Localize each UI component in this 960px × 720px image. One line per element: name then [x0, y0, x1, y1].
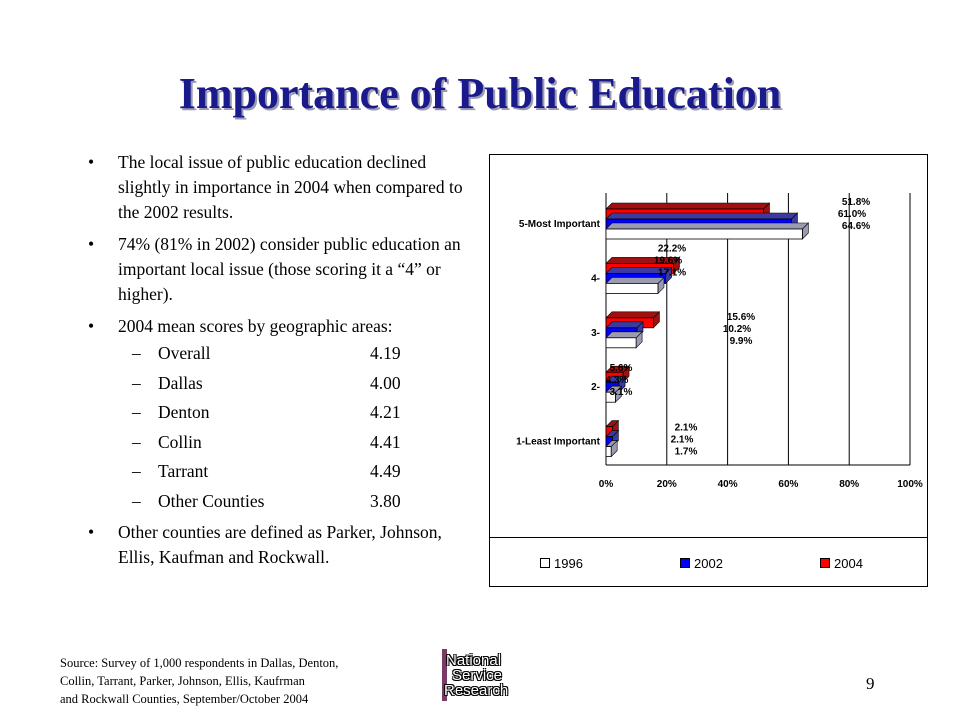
x-tick-label: 20% — [656, 479, 677, 490]
company-logo — [434, 647, 536, 703]
bullet-list — [88, 150, 468, 577]
bullet-text: Other counties are defined as Parker, Johnson, Ellis, Kaufman and Rockwall. — [118, 522, 442, 567]
data-label: 61.0% — [837, 209, 867, 220]
area-score: 4.19 — [370, 343, 401, 363]
legend-item — [680, 557, 723, 570]
legend-label: 2004 — [834, 556, 863, 571]
bar — [606, 229, 802, 239]
mean-score-row — [88, 398, 468, 428]
chart-frame — [489, 154, 928, 587]
legend-swatch — [680, 558, 690, 568]
legend-swatch — [540, 558, 550, 568]
x-tick-label: 60% — [778, 479, 799, 490]
data-label: 4.3% — [605, 375, 629, 387]
sub-dash: – — [132, 461, 141, 481]
bar-top — [606, 332, 642, 338]
legend-swatch — [820, 558, 830, 568]
y-category-label: 5-Most Important — [518, 219, 600, 230]
legend-item — [820, 557, 863, 570]
area-name: Collin — [158, 431, 202, 452]
sub-dash: – — [132, 490, 141, 511]
bullet-dot: • — [88, 522, 95, 542]
mean-score-row — [88, 487, 468, 517]
legend-label: 1996 — [554, 556, 583, 571]
slide-title: Importance of Public Education — [178, 69, 782, 118]
bullet-text: 2004 mean scores by geographic areas: — [118, 316, 393, 336]
area-score: 4.21 — [370, 402, 401, 422]
bullet-item — [88, 232, 468, 307]
bar-top — [606, 223, 808, 229]
data-label: 19.6% — [653, 255, 683, 267]
logo-text-line: Service — [452, 667, 503, 684]
bar-top — [606, 203, 769, 209]
logo-text-line: Research — [444, 682, 509, 699]
bullet-dot: • — [88, 152, 95, 172]
mean-score-row — [88, 369, 468, 399]
area-score: 4.41 — [370, 431, 401, 452]
bar — [606, 447, 611, 457]
data-label: 22.2% — [657, 243, 687, 255]
bar — [606, 283, 658, 293]
y-category-label: 2- — [591, 382, 600, 394]
data-label: 17.1% — [657, 267, 687, 279]
x-tick-label: 80% — [839, 479, 860, 490]
source-line: Source: Survey of 1,000 respondents in Dallas, Denton, — [60, 656, 339, 670]
data-label: 51.8% — [841, 197, 871, 208]
bar-top — [606, 322, 643, 328]
sub-dash: – — [132, 402, 141, 422]
data-label: 3.1% — [609, 387, 633, 399]
area-score: 4.49 — [370, 461, 401, 481]
bullet-item — [88, 150, 468, 225]
bullet-text: 74% (81% in 2002) consider public education an important local issue (those scoring it a “4” or higher). — [118, 234, 461, 304]
sub-dash: – — [132, 372, 141, 393]
logo-text-line: National — [446, 652, 502, 669]
bar-top — [606, 213, 797, 219]
sub-dash: – — [132, 343, 141, 363]
area-name: Dallas — [158, 372, 203, 393]
area-name: Other Counties — [158, 490, 265, 511]
legend-item — [540, 557, 583, 570]
x-tick-label: 40% — [717, 479, 738, 490]
data-label: 2.1% — [670, 434, 694, 446]
area-name: Tarrant — [158, 461, 209, 481]
area-name: Overall — [158, 343, 211, 363]
bullet-dot: • — [88, 316, 95, 336]
data-label: 9.9% — [729, 335, 753, 347]
x-tick-label: 100% — [897, 479, 923, 490]
mean-score-row — [88, 428, 468, 458]
bar-chart — [490, 155, 927, 537]
source-line: and Rockwall Counties, September/October 2004 — [60, 692, 309, 706]
bullet-item — [88, 314, 468, 339]
data-label: 64.6% — [841, 221, 871, 232]
data-label: 5.6% — [609, 363, 633, 375]
y-category-label: 1-Least Important — [516, 436, 600, 448]
data-label: 15.6% — [726, 311, 756, 323]
bullet-text: The local issue of public education declined slightly in importance in 2004 when compared to the 2002 results. — [118, 152, 463, 222]
mean-score-row — [88, 339, 468, 369]
mean-score-list — [88, 339, 468, 516]
area-name: Denton — [158, 402, 210, 422]
sub-dash: – — [132, 431, 141, 452]
bar — [606, 338, 636, 348]
y-category-label: 3- — [591, 327, 600, 339]
bar-top — [606, 277, 664, 283]
bullet-item — [88, 520, 468, 570]
data-label: 1.7% — [674, 446, 698, 458]
x-tick-label: 0% — [598, 479, 614, 490]
data-label: 2.1% — [674, 422, 698, 434]
bullet-dot: • — [88, 234, 95, 254]
source-note — [60, 654, 420, 708]
area-score: 4.00 — [370, 372, 401, 393]
area-score: 3.80 — [370, 490, 401, 511]
bar-top — [606, 312, 659, 318]
legend-label: 2002 — [694, 556, 723, 571]
chart-legend — [490, 537, 927, 587]
y-category-label: 4- — [591, 273, 600, 285]
mean-score-row — [88, 457, 468, 487]
source-line: Collin, Tarrant, Parker, Johnson, Ellis, Kaufrman — [60, 674, 305, 688]
data-label: 10.2% — [722, 323, 752, 335]
page-number: 9 — [866, 674, 875, 693]
